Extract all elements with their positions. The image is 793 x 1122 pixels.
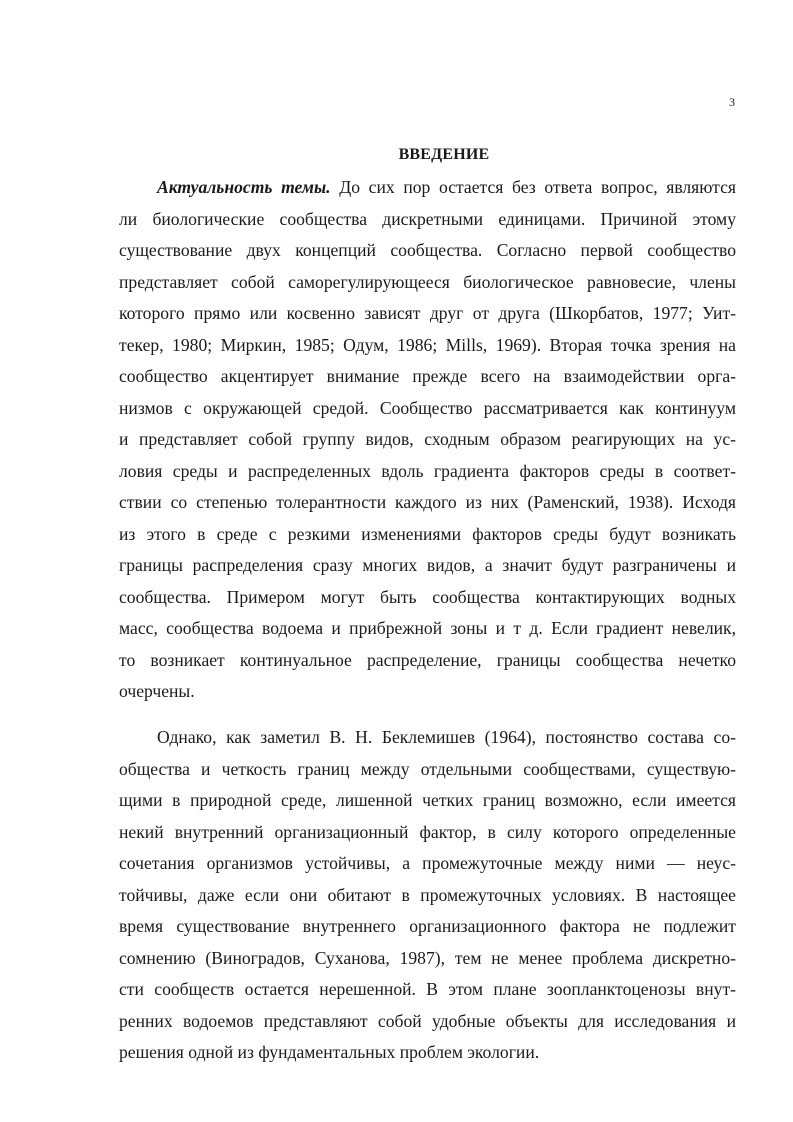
paragraph-line: границы распределения сразу многих видов, а значит будут разграничены и <box>119 555 736 575</box>
paragraph-line: решения одной из фундаментальных проблем экологии. <box>119 1042 540 1062</box>
paragraph-line: существование двух концепций сообщества. Согласно первой сообщество <box>119 240 736 260</box>
paragraph-line: тойчивы, даже если они обитают в промежуточных условиях. В настоящее <box>119 884 736 905</box>
paragraph-line: и представляет собой группу видов, сходным образом реагирующих на ус- <box>119 429 736 449</box>
paragraph-line: сочетания организмов устойчивы, а промежуточные между ними — неус- <box>119 853 736 873</box>
paragraph-line: которого прямо или косвенно зависят друг от друга (Шкорбатов, 1977; Уит- <box>119 303 736 323</box>
paragraph-line: представляет собой саморегулирующееся биологическое равновесие, члены <box>119 271 736 292</box>
paragraph-line: общества и четкость границ между отдельными сообществами, существую- <box>119 758 736 779</box>
paragraph-line: очерчены. <box>119 681 195 701</box>
paragraph-beklemishev <box>119 722 736 1069</box>
paragraph-line: ренних водоемов представляют собой удобные объекты для исследования и <box>119 1010 736 1031</box>
page-number: 3 <box>729 95 735 109</box>
paragraph-line: ловия среды и распределенных вдоль градиента факторов среды в соответ- <box>119 460 736 481</box>
paragraph-line: масс, сообщества водоема и прибрежной зоны и т д. Если градиент невелик, <box>119 618 736 638</box>
paragraph-line: из этого в среде с резкими изменениями факторов среды будут возникать <box>119 523 736 544</box>
paragraph-line: низмов с окружающей средой. Сообщество рассматривается как континуум <box>119 397 736 418</box>
paragraph-line-text: До сих пор остается без ответа вопрос, являются <box>330 177 736 197</box>
paragraph-line: сообщества. Примером могут быть сообщества контактирующих водных <box>119 586 736 607</box>
paragraph-relevance <box>119 172 736 708</box>
paragraph-line: время существование внутреннего организационного фактора не подлежит <box>119 916 736 936</box>
paragraph-line: некий внутренний организационный фактор, в силу которого определенные <box>119 821 736 842</box>
paragraph-line: ствии со степенью толерантности каждого из них (Раменский, 1938). Исходя <box>119 492 736 512</box>
paragraph-line <box>119 172 736 204</box>
paragraph-line: сомнению (Виноградов, Суханова, 1987), тем не менее проблема дискретно- <box>119 947 736 968</box>
paragraph-line: то возникает континуальное распределение, границы сообщества нечетко <box>119 649 736 670</box>
section-heading: ВВЕДЕНИЕ <box>398 146 490 163</box>
paragraph-line: сообщество акцентирует внимание прежде всего на взаимодействии орга- <box>119 366 736 386</box>
paragraph-line: сти сообществ остается нерешенной. В этом плане зоопланктоценозы внут- <box>119 979 736 999</box>
paragraph-line: ли биологические сообщества дискретными единицами. Причиной этому <box>119 208 736 229</box>
paragraph-line: щими в природной среде, лишенной четких границ возможно, если имеется <box>119 790 736 810</box>
paragraph-lead: Актуальность темы. <box>157 177 331 197</box>
paragraph-line: Однако, как заметил В. Н. Беклемишев (1964), постоянство состава со- <box>157 727 736 747</box>
paragraph-line: текер, 1980; Миркин, 1985; Одум, 1986; Mills, 1969). Вторая точка зрения на <box>119 334 736 355</box>
